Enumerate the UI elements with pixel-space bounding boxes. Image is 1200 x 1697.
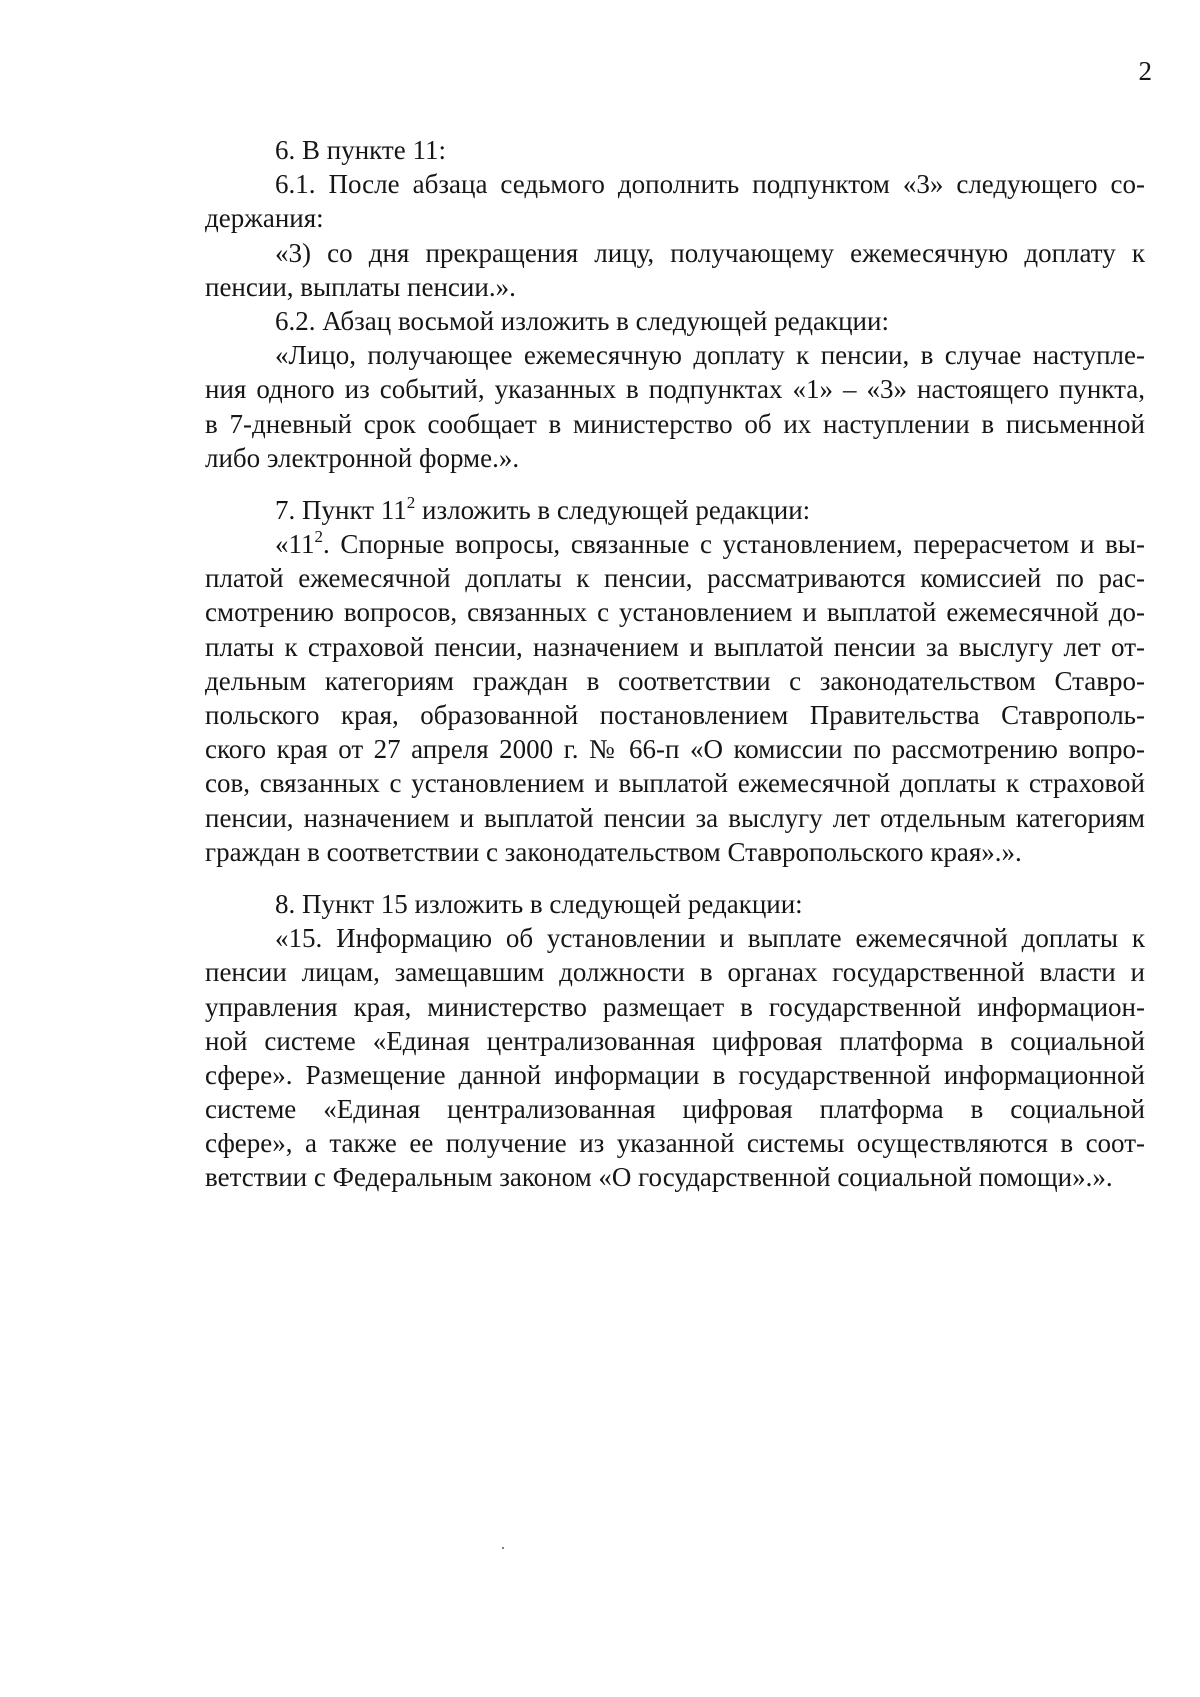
paragraph-line: держания: [205, 203, 324, 234]
paragraph-line: ной системе «Единая централизованная цифровая платформа в социальной [205, 1025, 1145, 1056]
paragraph-line: смотрению вопросов, связанных с установлением и выплатой ежемесячной до- [205, 597, 1145, 628]
paragraph-line: сфере». Размещение данной информации в государственной информационной [205, 1059, 1145, 1090]
paragraph-line: в 7-дневный срок сообщает в министерство об их наступлении в письменной [205, 408, 1145, 439]
section-gap [205, 475, 1145, 493]
paragraph-line: пенсии лицам, замещавшим должности в органах государственной власти и [205, 957, 1145, 988]
paragraph-line [205, 493, 1145, 527]
paragraph-line: либо электронной форме.». [205, 442, 520, 473]
section-8 [205, 887, 1145, 1195]
paragraph-line [205, 527, 1145, 561]
paragraph-line: 6.2. Абзац восьмой изложить в следующей редакции: [275, 305, 889, 336]
text-fragment: . Спорные вопросы, связанные с установлением, перерасчетом и вы- [323, 529, 1145, 560]
paragraph-line: платы к страховой пенсии, назначением и выплатой пенсии за выслугу лет от- [205, 631, 1145, 662]
paragraph-line: сов, связанных с установлением и выплатой ежемесячной доплаты к страховой [205, 768, 1145, 799]
paragraph-line: управления края, министерство размещает в государственной информацион- [205, 991, 1145, 1022]
paragraph-line: 6.1. После абзаца седьмого дополнить подпунктом «3» следующего со- [275, 169, 1145, 200]
text-fragment: изложить в следующей редакции: [415, 494, 811, 525]
paragraph-line: ского края от 27 апреля 2000 г. № 66-п «О комиссии по рассмотрению вопро- [205, 734, 1145, 765]
paragraph-line: 6. В пункте 11: [275, 135, 446, 165]
paragraph-line: платой ежемесячной доплаты к пенсии, рассматриваются комиссией по рас- [205, 563, 1145, 594]
section-gap [205, 869, 1145, 887]
paragraph-line: пенсии, назначением и выплатой пенсии за выслугу лет отдельным категориям [205, 802, 1145, 833]
paragraph-line: ветствии с Федеральным законом «О государственной социальной помощи».». [205, 1162, 1113, 1193]
paragraph-line: дельным категориям граждан в соответствии с законодательством Ставро- [205, 665, 1145, 696]
superscript: 2 [314, 527, 323, 547]
section-7 [205, 493, 1145, 869]
text-fragment: 7. Пункт 11 [275, 494, 407, 525]
text-fragment: «11 [275, 529, 315, 560]
paragraph-line: «3) со дня прекращения лицу, получающему ежемесячную доплату к [275, 237, 1145, 268]
paragraph-line: пенсии, выплаты пенсии.». [205, 271, 516, 302]
paragraph-line: «Лицо, получающее ежемесячную доплату к пенсии, в случае наступле- [275, 340, 1145, 371]
paragraph-line: системе «Единая централизованная цифровая платформа в социальной [205, 1094, 1145, 1125]
paragraph-line: «15. Информацию об установлении и выплате ежемесячной доплаты к [275, 923, 1145, 954]
paragraph-line: ния одного из событий, указанных в подпунктах «1» – «3» настоящего пункта, [205, 374, 1145, 405]
paragraph-line: граждан в соответствии с законодательством Ставропольского края».». [205, 836, 1022, 867]
document-body [205, 133, 1145, 1195]
paragraph-line: 8. Пункт 15 изложить в следующей редакции: [275, 888, 803, 919]
paragraph-line: сфере», а также ее получение из указанной системы осуществляются в соот- [205, 1128, 1145, 1159]
scan-speck [502, 1547, 504, 1549]
page-number: 2 [1138, 56, 1152, 86]
section-6 [205, 133, 1145, 475]
paragraph-line: польского края, образованной постановлением Правительства Ставрополь- [205, 700, 1145, 730]
superscript: 2 [406, 492, 416, 512]
